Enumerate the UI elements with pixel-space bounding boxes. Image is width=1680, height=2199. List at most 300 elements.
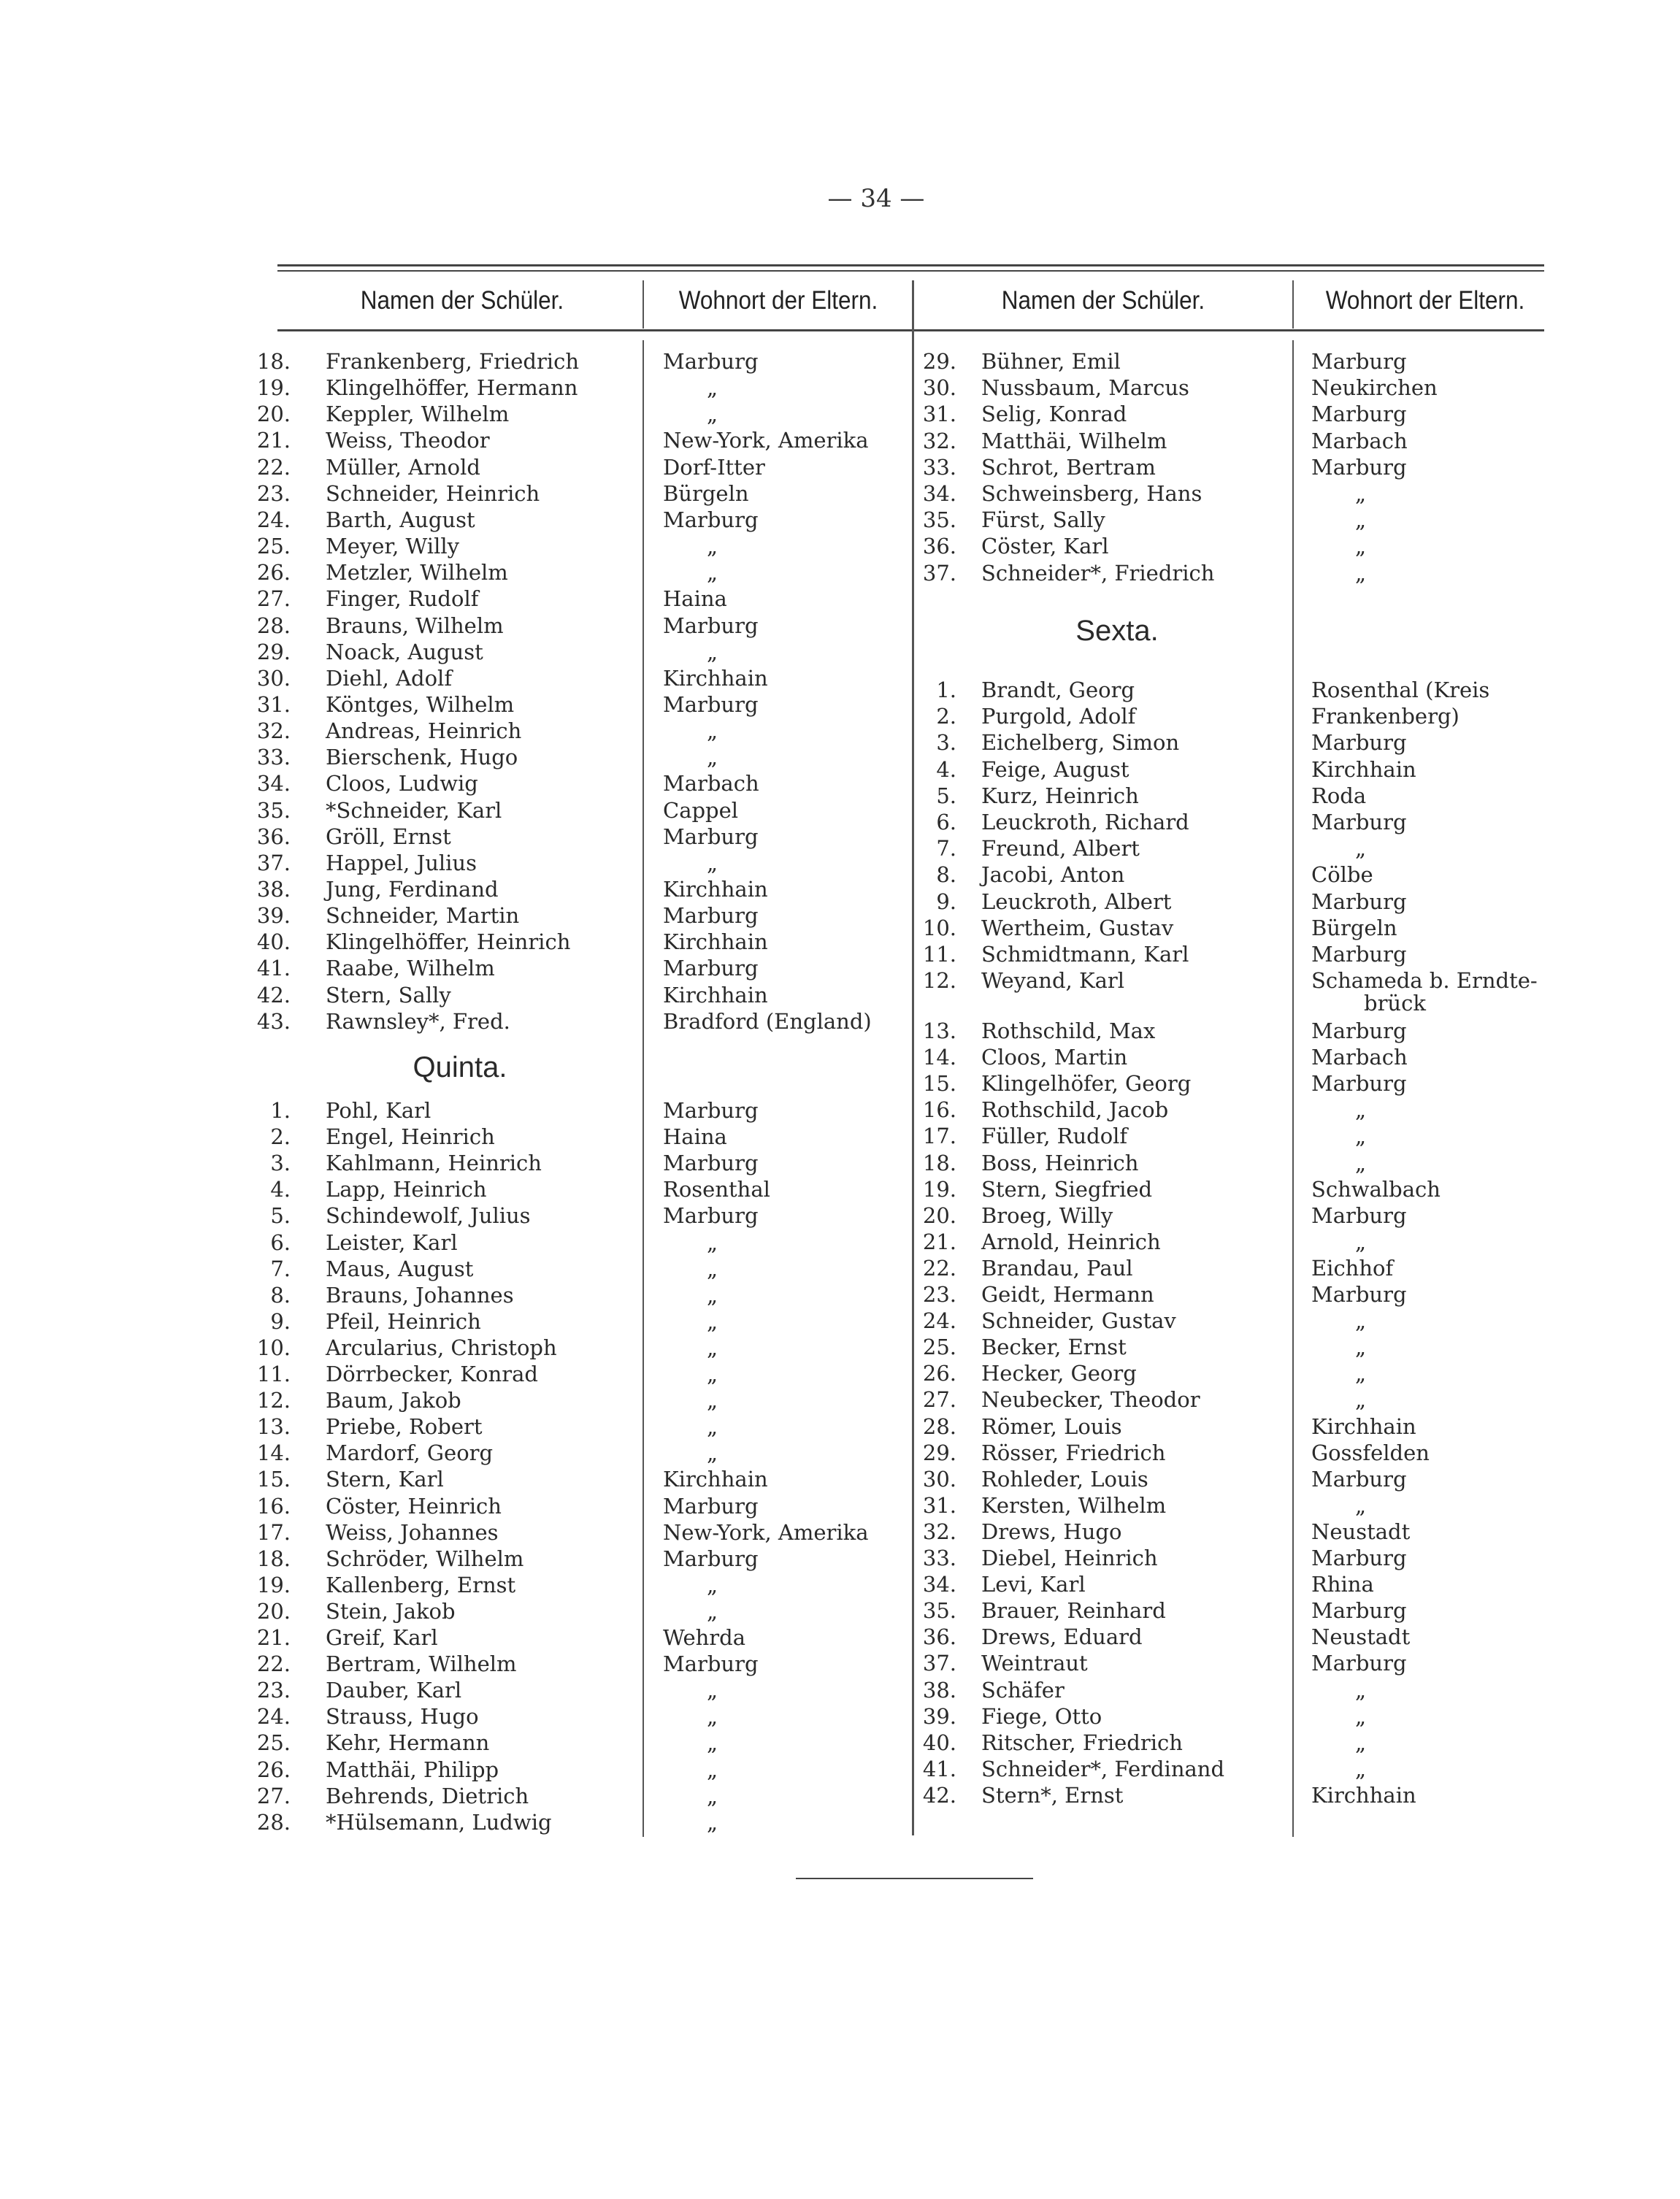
parents-residence: Marburg bbox=[1311, 1018, 1407, 1043]
row-number: 30. bbox=[256, 665, 291, 691]
row-number: 21. bbox=[922, 1229, 956, 1254]
parents-residence: „ bbox=[707, 850, 718, 875]
parents-residence: Marburg bbox=[663, 824, 759, 849]
student-name: Köntges, Wilhelm bbox=[326, 691, 515, 717]
parents-residence: „ bbox=[707, 1229, 718, 1255]
parents-residence: Wehrda bbox=[663, 1625, 745, 1650]
parents-residence: Kirchhain bbox=[1311, 1782, 1416, 1808]
row-number: 27. bbox=[256, 586, 291, 612]
parents-residence: „ bbox=[707, 534, 718, 559]
student-name: Fürst, Sally bbox=[981, 507, 1105, 533]
row-number: 34. bbox=[922, 1572, 956, 1597]
student-name: Kersten, Wilhelm bbox=[981, 1492, 1167, 1518]
section-quinta: Quinta. bbox=[413, 1051, 507, 1083]
student-name: Klingelhöffer, Heinrich bbox=[326, 929, 571, 955]
student-name: Stein, Jakob bbox=[326, 1598, 456, 1624]
row-number: 31. bbox=[256, 691, 291, 717]
parents-residence: „ bbox=[1355, 836, 1367, 861]
parents-residence: Marburg bbox=[1311, 349, 1407, 374]
parents-residence: „ bbox=[1355, 560, 1367, 586]
row-number: 40. bbox=[922, 1730, 956, 1755]
parents-residence: Marburg bbox=[1311, 889, 1407, 914]
student-name: Weiss, Theodor bbox=[326, 428, 490, 453]
parents-residence: „ bbox=[1355, 1308, 1367, 1334]
student-name: Bierschenk, Hugo bbox=[326, 745, 518, 770]
row-number: 17. bbox=[922, 1124, 956, 1149]
header-left-names: Namen der Schüler. bbox=[360, 286, 564, 315]
row-number: 12. bbox=[256, 1388, 291, 1413]
student-name: Schrot, Bertram bbox=[981, 454, 1156, 480]
student-name: Feige, August bbox=[981, 756, 1129, 782]
row-number: 39. bbox=[922, 1703, 956, 1729]
student-name: Rothschild, Jacob bbox=[981, 1097, 1169, 1123]
row-number: 33. bbox=[256, 745, 291, 770]
student-name: Arcularius, Christoph bbox=[326, 1335, 557, 1360]
row-number: 8. bbox=[936, 862, 956, 888]
student-name: Füller, Rudolf bbox=[981, 1124, 1128, 1149]
student-name: Pohl, Karl bbox=[326, 1098, 431, 1123]
student-name: Brandau, Paul bbox=[981, 1255, 1133, 1281]
row-number: 10. bbox=[922, 915, 956, 940]
row-number: 21. bbox=[256, 1625, 291, 1650]
row-number: 30. bbox=[922, 1466, 956, 1492]
row-number: 5. bbox=[270, 1203, 291, 1229]
row-number: 19. bbox=[256, 375, 291, 401]
row-number: 32. bbox=[922, 428, 956, 453]
parents-residence: „ bbox=[707, 1730, 718, 1756]
row-number: 22. bbox=[256, 1651, 291, 1677]
row-number: 17. bbox=[256, 1519, 291, 1545]
parents-residence: Schwalbach bbox=[1311, 1176, 1441, 1202]
continuation-place: brück bbox=[1364, 991, 1426, 1016]
top-double-rule-2 bbox=[277, 270, 1544, 272]
row-number: 20. bbox=[256, 402, 291, 427]
row-number: 35. bbox=[256, 797, 291, 823]
student-name: Matthäi, Wilhelm bbox=[981, 428, 1167, 453]
row-number: 5. bbox=[936, 783, 956, 808]
student-name: Bertram, Wilhelm bbox=[326, 1651, 517, 1677]
row-number: 18. bbox=[256, 1546, 291, 1571]
parents-residence: „ bbox=[1355, 507, 1367, 533]
parents-residence: Kirchhain bbox=[663, 877, 768, 902]
student-name: Stern, Sally bbox=[326, 982, 451, 1008]
parents-residence: „ bbox=[707, 1783, 718, 1808]
parents-residence: Marburg bbox=[1311, 1651, 1407, 1676]
row-number: 36. bbox=[922, 534, 956, 559]
student-name: Schneider, Heinrich bbox=[326, 480, 540, 506]
student-name: Dörrbecker, Konrad bbox=[326, 1362, 538, 1386]
parents-residence: Marburg bbox=[663, 903, 759, 929]
row-number: 13. bbox=[922, 1018, 956, 1043]
parents-residence: „ bbox=[1355, 481, 1367, 506]
parents-residence: Marburg bbox=[1311, 454, 1407, 480]
student-name: Baum, Jakob bbox=[326, 1388, 461, 1413]
parents-residence: Marburg bbox=[1311, 730, 1407, 756]
row-number: 6. bbox=[936, 810, 956, 834]
row-number: 9. bbox=[936, 889, 956, 914]
parents-residence: Kirchhain bbox=[1311, 1413, 1416, 1439]
row-number: 27. bbox=[922, 1387, 956, 1413]
row-number: 38. bbox=[922, 1677, 956, 1703]
parents-residence: „ bbox=[707, 745, 718, 770]
parents-residence: New-York, Amerika bbox=[663, 428, 869, 453]
row-number: 24. bbox=[256, 1704, 291, 1730]
parents-residence: Cölbe bbox=[1311, 862, 1373, 888]
parents-residence: Marburg bbox=[663, 1546, 759, 1571]
student-name: Schneider*, Friedrich bbox=[981, 560, 1215, 586]
parents-residence: „ bbox=[1355, 1124, 1367, 1149]
row-number: 11. bbox=[922, 942, 956, 967]
row-number: 26. bbox=[922, 1361, 956, 1386]
parents-residence: „ bbox=[1355, 1150, 1367, 1175]
row-number: 28. bbox=[256, 613, 291, 638]
row-number: 7. bbox=[270, 1256, 291, 1281]
row-number: 29. bbox=[256, 639, 291, 664]
student-name: Weiss, Johannes bbox=[326, 1519, 499, 1545]
student-name: Fiege, Otto bbox=[981, 1703, 1102, 1729]
student-name: Diebel, Heinrich bbox=[981, 1546, 1158, 1570]
student-name: Neubecker, Theodor bbox=[981, 1387, 1200, 1413]
row-number: 26. bbox=[256, 560, 291, 586]
row-number: 6. bbox=[270, 1229, 291, 1255]
student-name: Rawnsley*, Fred. bbox=[326, 1008, 510, 1034]
parents-residence: Frankenberg) bbox=[1311, 704, 1460, 729]
parents-residence: Cappel bbox=[663, 797, 739, 823]
parents-residence: Marburg bbox=[663, 349, 759, 374]
student-name: Schneider, Martin bbox=[326, 903, 520, 929]
row-number: 8. bbox=[270, 1282, 291, 1308]
student-name: Dauber, Karl bbox=[326, 1678, 462, 1703]
row-number: 36. bbox=[256, 824, 291, 849]
student-name: Greif, Karl bbox=[326, 1625, 438, 1650]
row-number: 16. bbox=[256, 1493, 291, 1519]
student-name: Müller, Arnold bbox=[326, 454, 480, 480]
parents-residence: „ bbox=[707, 1440, 718, 1466]
row-number: 20. bbox=[922, 1202, 956, 1228]
student-name: Schneider, Gustav bbox=[981, 1308, 1176, 1334]
student-name: Brauer, Reinhard bbox=[981, 1598, 1166, 1624]
row-number: 23. bbox=[922, 1282, 956, 1307]
parents-residence: Marburg bbox=[1311, 402, 1407, 427]
parents-residence: „ bbox=[1355, 534, 1367, 559]
student-name: Schäfer bbox=[981, 1677, 1065, 1703]
student-name: *Hülsemann, Ludwig bbox=[326, 1809, 552, 1835]
student-name: Andreas, Heinrich bbox=[326, 718, 522, 744]
student-name: Selig, Konrad bbox=[981, 402, 1127, 427]
parents-residence: „ bbox=[1355, 1229, 1367, 1254]
student-name: Stern, Karl bbox=[326, 1467, 444, 1492]
parents-residence: Marburg bbox=[1311, 942, 1407, 967]
header-left-places: Wohnort der Eltern. bbox=[678, 286, 878, 315]
student-name: Leuckroth, Albert bbox=[981, 889, 1172, 914]
parents-residence: Marburg bbox=[1311, 1466, 1407, 1492]
student-name: Rösser, Friedrich bbox=[981, 1440, 1166, 1465]
student-name: Priebe, Robert bbox=[326, 1414, 483, 1440]
student-name: Barth, August bbox=[326, 507, 475, 532]
parents-residence: Marburg bbox=[1311, 1546, 1407, 1570]
student-name: Schweinsberg, Hans bbox=[981, 481, 1203, 506]
parents-residence: Rosenthal bbox=[663, 1177, 770, 1202]
parents-residence: Marburg bbox=[663, 1493, 759, 1519]
row-number: 22. bbox=[922, 1255, 956, 1281]
student-name: Raabe, Wilhelm bbox=[326, 956, 495, 981]
parents-residence: Kirchhain bbox=[663, 665, 768, 691]
divider-right-header bbox=[1292, 280, 1294, 329]
student-name: Geidt, Hermann bbox=[981, 1282, 1154, 1307]
row-number: 36. bbox=[922, 1624, 956, 1650]
row-number: 18. bbox=[256, 349, 291, 374]
parents-residence: „ bbox=[707, 375, 718, 401]
student-name: Klingelhöfer, Georg bbox=[981, 1071, 1192, 1097]
parents-residence: „ bbox=[1355, 1335, 1367, 1360]
student-name: Maus, August bbox=[326, 1256, 474, 1281]
student-name: Leuckroth, Richard bbox=[981, 810, 1189, 834]
student-name: Keppler, Wilhelm bbox=[326, 402, 510, 427]
student-name: Ritscher, Friedrich bbox=[981, 1730, 1183, 1755]
student-name: Stern*, Ernst bbox=[981, 1782, 1124, 1808]
row-number: 20. bbox=[256, 1598, 291, 1624]
parents-residence: „ bbox=[707, 1256, 718, 1281]
row-number: 29. bbox=[922, 349, 956, 374]
student-name: Cöster, Heinrich bbox=[326, 1493, 502, 1519]
row-number: 2. bbox=[270, 1124, 291, 1150]
student-name: Schmidtmann, Karl bbox=[981, 942, 1189, 967]
student-name: Cloos, Martin bbox=[981, 1045, 1128, 1070]
student-name: Hecker, Georg bbox=[981, 1361, 1137, 1386]
row-number: 25. bbox=[256, 1730, 291, 1756]
row-number: 4. bbox=[270, 1177, 291, 1202]
student-name: Schröder, Wilhelm bbox=[326, 1546, 524, 1571]
student-name: Schindewolf, Julius bbox=[326, 1203, 531, 1229]
parents-residence: Marburg bbox=[663, 613, 759, 638]
row-number: 33. bbox=[922, 1546, 956, 1570]
student-name: Leister, Karl bbox=[326, 1229, 458, 1255]
divider-left bbox=[643, 340, 644, 1837]
parents-residence: Bradford (England) bbox=[663, 1008, 872, 1034]
parents-residence: Marburg bbox=[663, 691, 759, 717]
row-number: 22. bbox=[256, 454, 291, 480]
parents-residence: Gossfelden bbox=[1311, 1440, 1430, 1465]
student-name: Pfeil, Heinrich bbox=[326, 1308, 481, 1334]
parents-residence: Schameda b. Erndte- bbox=[1311, 968, 1538, 994]
student-name: Wertheim, Gustav bbox=[981, 915, 1174, 940]
parents-residence: „ bbox=[707, 1388, 718, 1413]
row-number: 25. bbox=[256, 534, 291, 559]
parents-residence: Haina bbox=[663, 1124, 727, 1150]
parents-residence: „ bbox=[707, 1335, 718, 1360]
row-number: 3. bbox=[270, 1151, 291, 1176]
student-name: Schneider*, Ferdinand bbox=[981, 1756, 1225, 1781]
row-number: 39. bbox=[256, 903, 291, 929]
student-name: Jung, Ferdinand bbox=[326, 877, 499, 902]
parents-residence: „ bbox=[707, 718, 718, 744]
row-number: 28. bbox=[256, 1809, 291, 1835]
parents-residence: Marburg bbox=[663, 1651, 759, 1677]
student-name: Broeg, Willy bbox=[981, 1202, 1113, 1228]
student-name: Purgold, Adolf bbox=[981, 704, 1136, 729]
parents-residence: „ bbox=[1355, 1730, 1367, 1755]
student-name: Diehl, Adolf bbox=[326, 665, 453, 691]
parents-residence: Marburg bbox=[663, 507, 759, 532]
student-name: Jacobi, Anton bbox=[981, 862, 1125, 888]
row-number: 19. bbox=[256, 1572, 291, 1597]
student-name: Meyer, Willy bbox=[326, 534, 460, 559]
parents-residence: Marburg bbox=[1311, 1598, 1407, 1624]
row-number: 14. bbox=[922, 1045, 956, 1070]
row-number: 34. bbox=[922, 481, 956, 506]
parents-residence: „ bbox=[707, 1282, 718, 1308]
parents-residence: Marburg bbox=[663, 1098, 759, 1123]
parents-residence: Marburg bbox=[663, 1203, 759, 1229]
row-number: 29. bbox=[922, 1440, 956, 1465]
row-number: 23. bbox=[256, 1678, 291, 1703]
student-name: Rothschild, Max bbox=[981, 1018, 1156, 1043]
row-number: 1. bbox=[270, 1098, 291, 1123]
parents-residence: Kirchhain bbox=[663, 1467, 768, 1492]
student-name: Engel, Heinrich bbox=[326, 1124, 495, 1150]
student-name: Metzler, Wilhelm bbox=[326, 560, 508, 586]
parents-residence: New-York, Amerika bbox=[663, 1519, 869, 1545]
row-number: 24. bbox=[256, 507, 291, 532]
row-number: 13. bbox=[256, 1414, 291, 1440]
parents-residence: Eichhof bbox=[1311, 1255, 1394, 1281]
parents-residence: Marburg bbox=[1311, 1282, 1407, 1307]
parents-residence: Marburg bbox=[1311, 1071, 1407, 1097]
student-name: Nussbaum, Marcus bbox=[981, 375, 1189, 401]
row-number: 23. bbox=[256, 480, 291, 506]
student-name: Gröll, Ernst bbox=[326, 824, 451, 849]
student-name: Happel, Julius bbox=[326, 850, 477, 875]
parents-residence: „ bbox=[707, 1414, 718, 1440]
parents-residence: Marburg bbox=[663, 956, 759, 981]
parents-residence: „ bbox=[707, 560, 718, 586]
row-number: 3. bbox=[936, 730, 956, 756]
row-number: 35. bbox=[922, 1598, 956, 1624]
parents-residence: „ bbox=[707, 1757, 718, 1782]
parents-residence: Bürgeln bbox=[663, 480, 749, 506]
parents-residence: Neustadt bbox=[1311, 1519, 1411, 1544]
row-number: 37. bbox=[256, 850, 291, 875]
student-name: Rohleder, Louis bbox=[981, 1466, 1148, 1492]
parents-residence: Marbach bbox=[1311, 1045, 1408, 1070]
header-right-places: Wohnort der Eltern. bbox=[1325, 286, 1525, 315]
parents-residence: Rhina bbox=[1311, 1572, 1374, 1597]
parents-residence: „ bbox=[707, 1572, 718, 1597]
row-number: 7. bbox=[936, 836, 956, 861]
parents-residence: „ bbox=[707, 402, 718, 427]
student-name: Levi, Karl bbox=[981, 1572, 1086, 1597]
parents-residence: Marburg bbox=[663, 1151, 759, 1176]
student-name: Kurz, Heinrich bbox=[981, 783, 1139, 808]
parents-residence: „ bbox=[1355, 1492, 1367, 1518]
student-name: Drews, Hugo bbox=[981, 1519, 1122, 1544]
row-number: 25. bbox=[922, 1335, 956, 1360]
student-name: Brauns, Johannes bbox=[326, 1282, 514, 1308]
student-name: Kahlmann, Heinrich bbox=[326, 1151, 542, 1176]
row-number: 2. bbox=[936, 704, 956, 729]
parents-residence: „ bbox=[1355, 1677, 1367, 1703]
row-number: 27. bbox=[256, 1783, 291, 1808]
divider-right bbox=[1292, 340, 1294, 1837]
row-number: 28. bbox=[922, 1413, 956, 1439]
parents-residence: Marburg bbox=[1311, 1202, 1407, 1228]
parents-residence: Neustadt bbox=[1311, 1624, 1411, 1650]
parents-residence: „ bbox=[707, 1704, 718, 1730]
student-name: Frankenberg, Friedrich bbox=[326, 349, 579, 374]
student-name: Bühner, Emil bbox=[981, 349, 1121, 374]
row-number: 41. bbox=[922, 1756, 956, 1781]
row-number: 41. bbox=[256, 956, 291, 981]
parents-residence: „ bbox=[707, 1598, 718, 1624]
student-name: Römer, Louis bbox=[981, 1413, 1122, 1439]
row-number: 40. bbox=[256, 929, 291, 955]
divider-left-header bbox=[643, 280, 644, 329]
student-name: Matthäi, Philipp bbox=[326, 1757, 499, 1782]
parents-residence: „ bbox=[1355, 1703, 1367, 1729]
row-number: 31. bbox=[922, 1492, 956, 1518]
student-name: Finger, Rudolf bbox=[326, 586, 479, 612]
parents-residence: Kirchhain bbox=[1311, 756, 1416, 782]
parents-residence: „ bbox=[707, 1809, 718, 1835]
student-name: *Schneider, Karl bbox=[326, 797, 502, 823]
student-name: Kehr, Hermann bbox=[326, 1730, 490, 1756]
parents-residence: „ bbox=[707, 1308, 718, 1334]
row-number: 24. bbox=[922, 1308, 956, 1334]
row-number: 34. bbox=[256, 771, 291, 797]
student-name: Drews, Eduard bbox=[981, 1624, 1143, 1650]
page-number: — 34 — bbox=[827, 184, 925, 213]
parents-residence: Rosenthal (Kreis bbox=[1311, 678, 1490, 702]
student-name: Behrends, Dietrich bbox=[326, 1783, 529, 1808]
row-number: 14. bbox=[256, 1440, 291, 1466]
row-number: 18. bbox=[922, 1150, 956, 1175]
row-number: 32. bbox=[922, 1519, 956, 1544]
student-name: Klingelhöffer, Hermann bbox=[326, 375, 578, 401]
row-number: 11. bbox=[256, 1362, 291, 1386]
student-name: Brauns, Wilhelm bbox=[326, 613, 504, 638]
student-name: Weyand, Karl bbox=[981, 968, 1125, 994]
row-number: 15. bbox=[256, 1467, 291, 1492]
parents-residence: Bürgeln bbox=[1311, 915, 1397, 940]
parents-residence: Neukirchen bbox=[1311, 375, 1438, 401]
closing-rule bbox=[796, 1878, 1033, 1879]
row-number: 37. bbox=[922, 560, 956, 586]
header-bottom-rule bbox=[277, 329, 1544, 331]
parents-residence: Dorf-Itter bbox=[663, 454, 765, 480]
parents-residence: „ bbox=[1355, 1387, 1367, 1413]
student-name: Eichelberg, Simon bbox=[981, 730, 1180, 756]
row-number: 43. bbox=[256, 1008, 291, 1034]
row-number: 38. bbox=[256, 877, 291, 902]
row-number: 9. bbox=[270, 1308, 291, 1334]
parents-residence: „ bbox=[707, 1678, 718, 1703]
row-number: 4. bbox=[936, 756, 956, 782]
student-name: Kallenberg, Ernst bbox=[326, 1572, 516, 1597]
row-number: 15. bbox=[922, 1071, 956, 1097]
row-number: 1. bbox=[936, 678, 956, 702]
student-name: Strauss, Hugo bbox=[326, 1704, 479, 1730]
row-number: 42. bbox=[256, 982, 291, 1008]
row-number: 42. bbox=[922, 1782, 956, 1808]
parents-residence: Kirchhain bbox=[663, 982, 768, 1008]
row-number: 37. bbox=[922, 1651, 956, 1676]
student-name: Arnold, Heinrich bbox=[981, 1229, 1161, 1254]
row-number: 31. bbox=[922, 402, 956, 427]
student-name: Weintraut bbox=[981, 1651, 1088, 1676]
parents-residence: „ bbox=[707, 639, 718, 664]
parents-residence: Roda bbox=[1311, 783, 1367, 808]
parents-residence: „ bbox=[1355, 1361, 1367, 1386]
